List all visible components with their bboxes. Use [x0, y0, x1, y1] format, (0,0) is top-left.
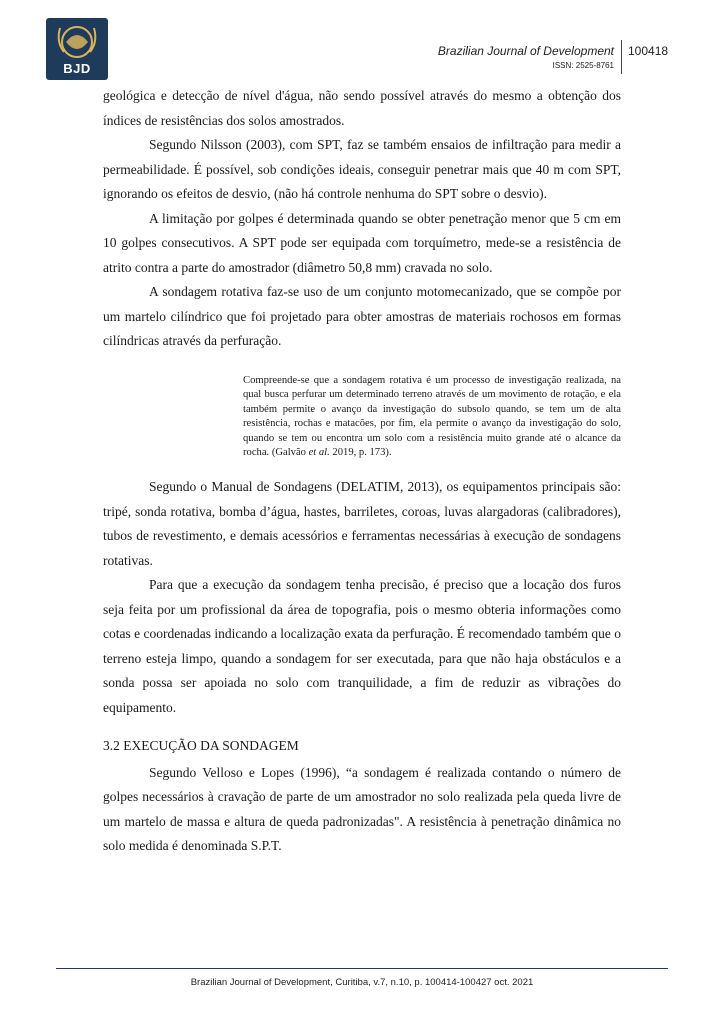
header-page-number: 100418 — [628, 44, 669, 58]
paragraph-3: A limitação por golpes é determinada quando se obter penetração menor que 5 cm em 10 golpes consecutivos. A SPT pode ser equipada com torquímetro, mede-se a resistência de atrito contra a parte do amostrador (diâmetro 50,8 mm) cravada no solo. — [103, 210, 621, 275]
section-heading: 3.2 EXECUÇÃO DA SONDAGEM — [103, 738, 299, 754]
journal-logo — [46, 18, 108, 80]
header-journal-name: Brazilian Journal of Development — [437, 44, 614, 58]
footer-divider — [56, 968, 668, 969]
logo-text: BJD — [63, 61, 91, 76]
block-quote — [243, 374, 621, 462]
paragraph-7: Segundo Velloso e Lopes (1996), “a sondagem é realizada contando o número de golpes necessários à cravação de parte de um amostrador no solo realizada pela queda livre de um martelo de massa e altura de queda padronizadas". A resistência à penetração dinâmica no solo medida é denominada S.P.T. — [103, 764, 621, 854]
paragraph-2: Segundo Nilsson (2003), com SPT, faz se também ensaios de infiltração para medir a permeabilidade. É possível, sob condições ideais, conseguir penetrar mais que 40 m com SPT, ignorando os efeitos de desvio, (não há controle nenhuma do SPT sobre o desvio). — [103, 137, 621, 201]
paragraph-6: Para que a execução da sondagem tenha precisão, é preciso que a locação dos furos seja feita por um profissional da área de topografia, pois o mesmo obteria informações como cotas e coordenadas indicando a localização exata da perfuração. É recomendado também que o terreno esteja limpo, quando a sondagem for ser executada, para que não haja obstáculos e a sonda possa ser apoiada no solo com tranquilidade, a fim de reduzir as vibrações do equipamento. — [103, 577, 621, 715]
quote-et-al: et al. — [308, 447, 330, 459]
page-body — [103, 84, 621, 859]
paragraph-1: geológica e detecção de nível d'água, não sendo possível através do mesmo a obtenção dos índices de resistências dos solos amostrados. — [103, 88, 621, 128]
paragraph-4: A sondagem rotativa faz-se uso de um conjunto motomecanizado, que se compõe por um martelo cilíndrico que foi projetado para obter amostras de materiais rochosos em formas cilíndricas através da perfuração. — [103, 284, 621, 348]
header-issn: ISSN: 2525-8761 — [552, 61, 614, 70]
header-divider — [621, 40, 622, 74]
footer-citation: Brazilian Journal of Development, Curitiba, v.7, n.10, p. 100414-100427 oct. 2021 — [190, 977, 534, 988]
quote-citation: 2019, p. 173). — [329, 447, 392, 459]
paragraph-5: Segundo o Manual de Sondagens (DELATIM, 2013), os equipamentos principais são: tripé, sonda rotativa, bomba d’água, hastes, barriletes, coroas, luvas alargadoras (calibradores), tubos de revestimento, e demais acessórios e ferramentas necessárias à execução de sondagens rotativas. — [103, 479, 621, 568]
quote-text: Compreende-se que a sondagem rotativa é um processo de investigação realizada, na qual busca perfurar um determinado terreno através de um movimento de rotação, e ela também permite o avanço da investigação do subsolo quando, se tem um de alta resistência, rochas e matacões, por fim, ela permite o avanço da investigação do solo, quando se tem ou encontra um solo com a resistência muito grande até o alcance da rocha. (Galvão — [243, 374, 621, 459]
